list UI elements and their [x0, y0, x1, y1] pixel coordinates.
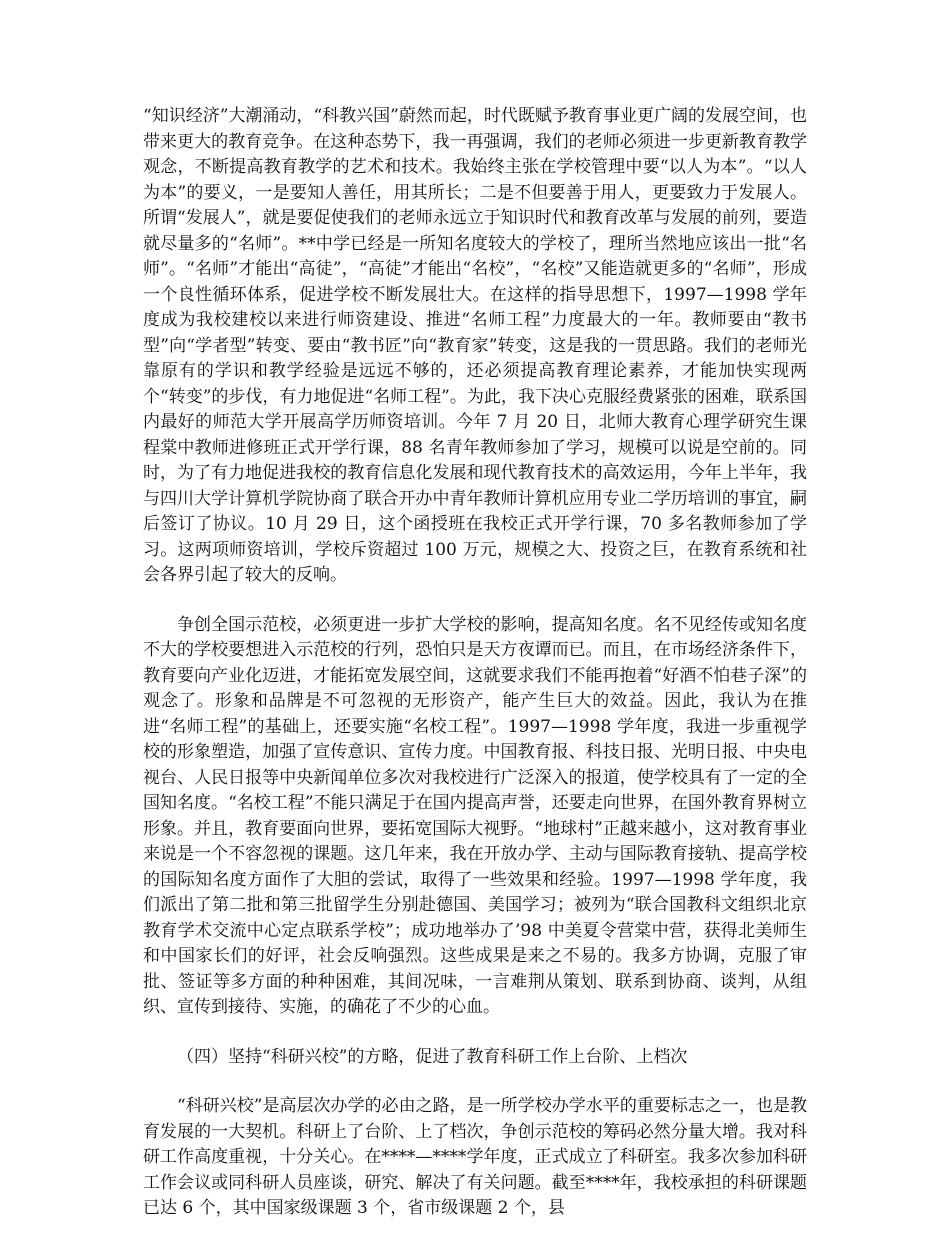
- section-heading-research: （四）坚持“科研兴校”的方略，促进了教育科研工作上台阶、上档次: [177, 1046, 688, 1067]
- paragraph-famous-teacher-project: “知识经济”大潮涌动，“科教兴国”蔚然而起，时代既赋予教育事业更广阔的发展空间，也带来更大的教育竞争。在这种态势下，我一再强调，我们的老师必须进一步更新教育教学观念，不断提高教育教学的艺术和技术。我始终主张在学校管理中要“以人为本”。“以人为本”的要义，一是要知人善任，用其所长；二是不但要善于用人，更要致力于发展人。所谓“发展人”，就是要促使我们的老师永远立于知识时代和教育改革与发展的前列，要造就尽量多的“名师”。**中学已经是一所知名度较大的学校了，理所当然地应该出一批“名师”。“名师”才能出“高徒”，“高徒”才能出“名校”，“名校”又能造就更多的“名师”，形成一个良性循环体系，促进学校不断发展壮大。在这样的指导思想下，1997—1998 学年度成为我校建校以来进行师资建设、推进“名师工程”力度最大的一年。教师要由“教书型”向“学者型”转变、要由“教书匠”向“教育家”转变，这是我的一贯思路。我们的老师光靠原有的学识和教学经验是远远不够的，还必须提高教育理论素养，才能加快实现两个“转变”的步伐，有力地促进“名师工程”。为此，我下决心克服经费紧张的困难，联系国内最好的师范大学开展高学历师资培训。今年 7 月 20 日，北师大教育心理学研究生课程棠中教师进修班正式开学行课，88 名青年教师参加了学习，规模可以说是空前的。同时，为了有力地促进我校的教育信息化发展和现代教育技术的高效运用，今年上半年，我与四川大学计算机学院协商了联合开办中青年教师计算机应用专业二学历培训的事宜，嗣后签订了协议。10 月 29 日，这个函授班在我校正式开学行课，70 多名教师参加了学习。这两项师资培训，学校斥资超过 100 万元，规模之大、投资之巨，在教育系统和社会各界引起了较大的反响。: [143, 106, 807, 585]
- document-page: [143, 104, 807, 1246]
- paragraph-research-strategy: “科研兴校”是高层次办学的必由之路，是一所学校办学水平的重要标志之一，也是教育发展的一大契机。科研上了台阶、上了档次，争创示范校的筹码必然分量大增。我对科研工作高度重视，十分关心。在****—****学年度，正式成立了科研室。我多次参加科研工作会议或同科研人员座谈，研究、解决了有关问题。截至****年，我校承担的科研课题已达 6 个，其中国家级课题 3 个，省市级课题 2 个，县: [143, 1096, 807, 1218]
- paragraph-famous-school-project: 争创全国示范校，必须更进一步扩大学校的影响，提高知名度。名不见经传或知名度不大的学校要想进入示范校的行列，恐怕只是天方夜谭而已。而且，在市场经济条件下，教育要向产业化迈进，才能拓宽发展空间，这就要求我们不能再抱着“好酒不怕巷子深”的观念了。形象和品牌是不可忽视的无形资产，能产生巨大的效益。因此，我认为在推进“名师工程”的基础上，还要实施“名校工程”。1997—1998 学年度，我进一步重视学校的形象塑造，加强了宣传意识、宣传力度。中国教育报、科技日报、光明日报、中央电视台、人民日报等中央新闻单位多次对我校进行广泛深入的报道，使学校具有了一定的全国知名度。“名校工程”不能只满足于在国内提高声誉，还要走向世界，在国外教育界树立形象。并且，教育要面向世界，要拓宽国际大视野。“地球村”正越来越小，这对教育事业来说是一个不容忽视的课题。这几年来，我在开放办学、主动与国际教育接轨、提高学校的国际知名度方面作了大胆的尝试，取得了一些效果和经验。1997—1998 学年度，我们派出了第二批和第三批留学生分别赴德国、美国学习；被列为“联合国教科文组织北京教育学术交流中心定点联系学校”；成功地举办了’98 中美夏令营棠中营，获得北美师生和中国家长们的好评，社会反响强烈。这些成果是来之不易的。我多方协调，克服了审批、签证等多方面的种种困难，其间况味，一言难荆从策划、联系到协商、谈判，从组织、宣传到接待、实施，的确花了不少的心血。: [143, 614, 807, 1017]
